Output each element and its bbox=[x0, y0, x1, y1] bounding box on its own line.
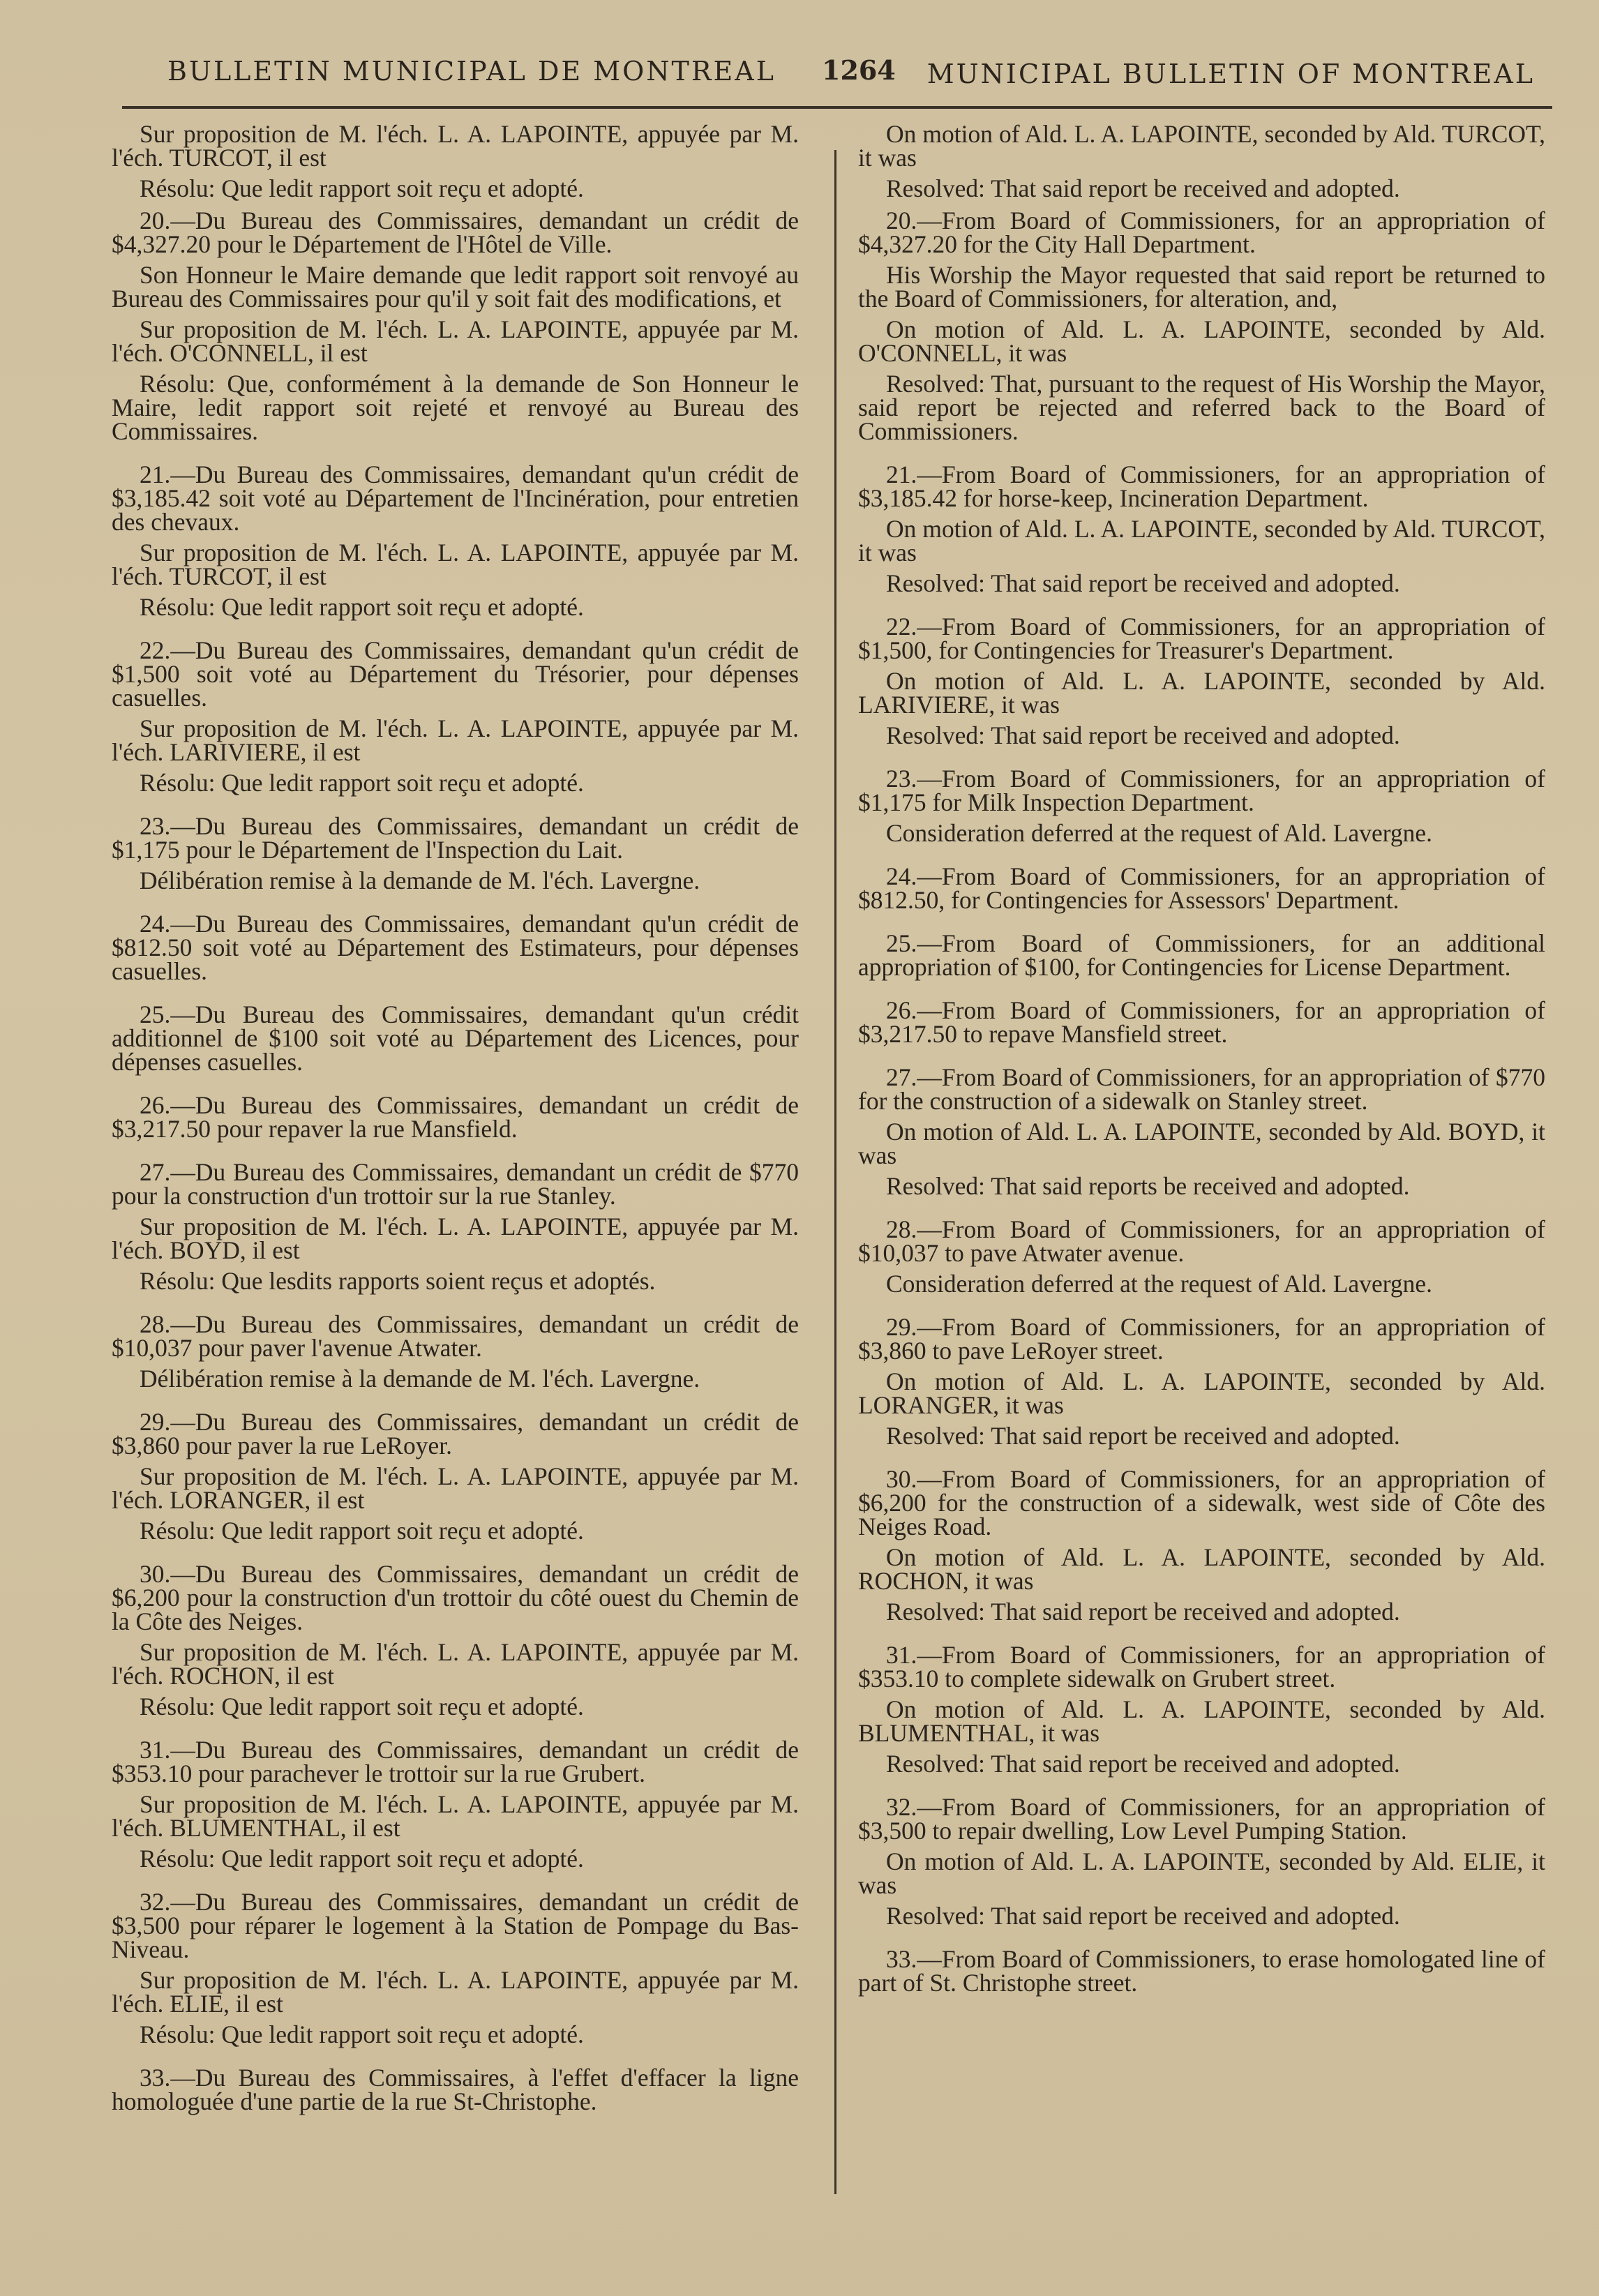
page-header bbox=[119, 49, 1549, 98]
english-paragraph: 20.—From Board of Commissioners, for an appropriation of $4,327.20 for the City Hall Department. bbox=[858, 207, 1545, 258]
header-right-title: MUNICIPAL BULLETIN OF MONTREAL bbox=[926, 59, 1535, 89]
english-paragraph: Resolved: That said report be received and adopted. bbox=[886, 1598, 1400, 1626]
english-paragraph: 24.—From Board of Commissioners, for an appropriation of $812.50, for Contingencies for Assessors' Department. bbox=[858, 862, 1545, 914]
english-paragraph: On motion of Ald. L. A. LAPOINTE, seconded by Ald. ROCHON, it was bbox=[858, 1543, 1545, 1595]
french-paragraph: Sur proposition de M. l'éch. L. A. LAPOINTE, appuyée par M. l'éch. TURCOT, il est bbox=[112, 122, 799, 172]
header-left-title: BULLETIN MUNICIPAL DE MONTREAL bbox=[167, 56, 776, 87]
french-paragraph: 30.—Du Bureau des Commissaires, demandant un crédit de $6,200 pour la construction d'un trottoir du côté ouest du Chemin de la Côte des Neiges. bbox=[112, 1560, 799, 1635]
french-paragraph: Résolu: Que ledit rapport soit reçu et adopté. bbox=[140, 2020, 584, 2048]
english-paragraph: Consideration deferred at the request of Ald. Lavergne. bbox=[886, 1270, 1433, 1298]
french-paragraph: Délibération remise à la demande de M. l'éch. Lavergne. bbox=[140, 1365, 700, 1393]
french-paragraph: Résolu: Que ledit rapport soit reçu et adopté. bbox=[140, 1693, 584, 1720]
french-paragraph: 28.—Du Bureau des Commissaires, demandant un crédit de $10,037 pour paver l'avenue Atwater. bbox=[112, 1310, 799, 1362]
english-paragraph: 28.—From Board of Commissioners, for an appropriation of $10,037 to pave Atwater avenue. bbox=[858, 1215, 1545, 1267]
french-paragraph: Résolu: Que ledit rapport soit reçu et adopté. bbox=[140, 174, 584, 202]
english-paragraph: Resolved: That said report be received and adopted. bbox=[886, 1902, 1400, 1930]
english-paragraph: Resolved: That said report be received and adopted. bbox=[886, 1422, 1400, 1450]
english-paragraph: On motion of Ald. L. A. LAPOINTE, seconded by Ald. LORANGER, it was bbox=[858, 1367, 1545, 1419]
english-paragraph: 29.—From Board of Commissioners, for an appropriation of $3,860 to pave LeRoyer street. bbox=[858, 1313, 1545, 1365]
french-paragraph: 33.—Du Bureau des Commissaires, à l'effet d'effacer la ligne homologuée d'une partie de la rue St-Christophe. bbox=[112, 2064, 799, 2115]
header-rule bbox=[122, 106, 1552, 109]
column-divider bbox=[834, 150, 836, 2194]
french-paragraph: Résolu: Que ledit rapport soit reçu et adopté. bbox=[140, 593, 584, 621]
french-paragraph: Résolu: Que ledit rapport soit reçu et adopté. bbox=[140, 1845, 584, 1873]
english-paragraph: On motion of Ald. L. A. LAPOINTE, seconded by Ald. BLUMENTHAL, it was bbox=[858, 1695, 1545, 1747]
french-paragraph: Sur proposition de M. l'éch. L. A. LAPOINTE, appuyée par M. l'éch. O'CONNELL, il est bbox=[112, 315, 799, 367]
french-paragraph: 32.—Du Bureau des Commissaires, demandant un crédit de $3,500 pour réparer le logement à la Station de Pompage du Bas-Niveau. bbox=[112, 1888, 799, 1963]
french-paragraph: 27.—Du Bureau des Commissaires, demandant un crédit de $770 pour la construction d'un trottoir sur la rue Stanley. bbox=[112, 1158, 799, 1210]
english-paragraph: 30.—From Board of Commissioners, for an appropriation of $6,200 for the construction of a sidewalk, west side of Côte des Neiges Road. bbox=[858, 1465, 1545, 1540]
english-paragraph: On motion of Ald. L. A. LAPOINTE, seconded by Ald. TURCOT, it was bbox=[858, 515, 1545, 567]
english-paragraph: 26.—From Board of Commissioners, for an appropriation of $3,217.50 to repave Mansfield street. bbox=[858, 996, 1545, 1048]
french-paragraph: 22.—Du Bureau des Commissaires, demandant qu'un crédit de $1,500 soit voté au Département du Trésorier, pour dépenses casuelles. bbox=[112, 636, 799, 712]
english-paragraph: On motion of Ald. L. A. LAPOINTE, seconded by Ald. LARIVIERE, it was bbox=[858, 667, 1545, 719]
french-paragraph: Résolu: Que lesdits rapports soient reçus et adoptés. bbox=[140, 1267, 656, 1295]
english-column bbox=[858, 122, 1545, 2271]
french-paragraph: Sur proposition de M. l'éch. L. A. LAPOINTE, appuyée par M. l'éch. ELIE, il est bbox=[112, 1966, 799, 2018]
french-paragraph: Sur proposition de M. l'éch. L. A. LAPOINTE, appuyée par M. l'éch. LARIVIERE, il est bbox=[112, 714, 799, 766]
english-paragraph: Resolved: That, pursuant to the request of His Worship the Mayor, said report be rejected and referred back to the Board of Commissioners. bbox=[858, 370, 1545, 445]
english-paragraph: On motion of Ald. L. A. LAPOINTE, seconded by Ald. BOYD, it was bbox=[858, 1118, 1545, 1169]
french-paragraph: Son Honneur le Maire demande que ledit rapport soit renvoyé au Bureau des Commissaires pour qu'il y soit fait des modifications, et bbox=[112, 261, 799, 313]
english-paragraph: 32.—From Board of Commissioners, for an appropriation of $3,500 to repair dwelling, Low Level Pumping Station. bbox=[858, 1793, 1545, 1845]
french-paragraph: Résolu: Que ledit rapport soit reçu et adopté. bbox=[140, 1517, 584, 1545]
french-paragraph: Délibération remise à la demande de M. l'éch. Lavergne. bbox=[140, 866, 700, 894]
french-paragraph: Sur proposition de M. l'éch. L. A. LAPOINTE, appuyée par M. l'éch. BLUMENTHAL, il est bbox=[112, 1790, 799, 1842]
french-paragraph: Sur proposition de M. l'éch. L. A. LAPOINTE, appuyée par M. l'éch. TURCOT, il est bbox=[112, 539, 799, 590]
french-paragraph: 21.—Du Bureau des Commissaires, demandant qu'un crédit de $3,185.42 soit voté au Département de l'Incinération, pour entretien des chevaux. bbox=[112, 460, 799, 536]
english-paragraph: 25.—From Board of Commissioners, for an additional appropriation of $100, for Contingencies for License Department. bbox=[858, 929, 1545, 981]
english-paragraph: 27.—From Board of Commissioners, for an appropriation of $770 for the construction of a sidewalk on Stanley street. bbox=[858, 1063, 1545, 1115]
french-paragraph: Sur proposition de M. l'éch. L. A. LAPOINTE, appuyée par M. l'éch. LORANGER, il est bbox=[112, 1462, 799, 1514]
english-paragraph: 31.—From Board of Commissioners, for an appropriation of $353.10 to complete sidewalk on Grubert street. bbox=[858, 1641, 1545, 1693]
english-paragraph: Resolved: That said reports be received and adopted. bbox=[886, 1172, 1410, 1200]
french-paragraph: 26.—Du Bureau des Commissaires, demandant un crédit de $3,217.50 pour repaver la rue Mansfield. bbox=[112, 1091, 799, 1143]
english-paragraph: Resolved: That said report be received and adopted. bbox=[886, 1750, 1400, 1778]
english-paragraph: 23.—From Board of Commissioners, for an appropriation of $1,175 for Milk Inspection Department. bbox=[858, 765, 1545, 816]
english-paragraph: His Worship the Mayor requested that said report be returned to the Board of Commissioners, for alteration, and, bbox=[858, 261, 1545, 313]
french-column bbox=[112, 122, 799, 2271]
french-paragraph: 23.—Du Bureau des Commissaires, demandant un crédit de $1,175 pour le Département de l'Inspection du Lait. bbox=[112, 812, 799, 864]
english-paragraph: On motion of Ald. L. A. LAPOINTE, seconded by Ald. O'CONNELL, it was bbox=[858, 315, 1545, 367]
french-paragraph: 25.—Du Bureau des Commissaires, demandant qu'un crédit additionnel de $100 soit voté au Département des Licences, pour dépenses casuelles. bbox=[112, 1000, 799, 1076]
french-paragraph: Résolu: Que, conformément à la demande de Son Honneur le Maire, ledit rapport soit rejeté et renvoyé au Bureau des Commissaires. bbox=[112, 370, 799, 445]
french-paragraph: 29.—Du Bureau des Commissaires, demandant un crédit de $3,860 pour paver la rue LeRoyer. bbox=[112, 1408, 799, 1460]
french-paragraph: Sur proposition de M. l'éch. L. A. LAPOINTE, appuyée par M. l'éch. ROCHON, il est bbox=[112, 1638, 799, 1690]
english-paragraph: 21.—From Board of Commissioners, for an appropriation of $3,185.42 for horse-keep, Incineration Department. bbox=[858, 460, 1545, 512]
french-paragraph: Résolu: Que ledit rapport soit reçu et adopté. bbox=[140, 769, 584, 797]
english-paragraph: 33.—From Board of Commissioners, to erase homologated line of part of St. Christophe street. bbox=[858, 1945, 1545, 1997]
english-paragraph: Resolved: That said report be received and adopted. bbox=[886, 721, 1400, 749]
french-paragraph: Sur proposition de M. l'éch. L. A. LAPOINTE, appuyée par M. l'éch. BOYD, il est bbox=[112, 1213, 799, 1264]
english-paragraph: On motion of Ald. L. A. LAPOINTE, seconded by Ald. ELIE, it was bbox=[858, 1847, 1545, 1899]
english-paragraph: On motion of Ald. L. A. LAPOINTE, seconded by Ald. TURCOT, it was bbox=[858, 122, 1545, 172]
english-paragraph: Resolved: That said report be received and adopted. bbox=[886, 174, 1400, 202]
english-paragraph: Resolved: That said report be received and adopted. bbox=[886, 569, 1400, 597]
english-paragraph: 22.—From Board of Commissioners, for an appropriation of $1,500, for Contingencies for Treasurer's Department. bbox=[858, 613, 1545, 664]
french-paragraph: 20.—Du Bureau des Commissaires, demandant un crédit de $4,327.20 pour le Département de l'Hôtel de Ville. bbox=[112, 207, 799, 258]
french-paragraph: 31.—Du Bureau des Commissaires, demandant un crédit de $353.10 pour parachever le trottoir sur la rue Grubert. bbox=[112, 1736, 799, 1787]
english-paragraph: Consideration deferred at the request of Ald. Lavergne. bbox=[886, 819, 1433, 847]
page-number: 1264 bbox=[822, 54, 896, 86]
french-paragraph: 24.—Du Bureau des Commissaires, demandant qu'un crédit de $812.50 soit voté au Département des Estimateurs, pour dépenses casuelles. bbox=[112, 910, 799, 985]
